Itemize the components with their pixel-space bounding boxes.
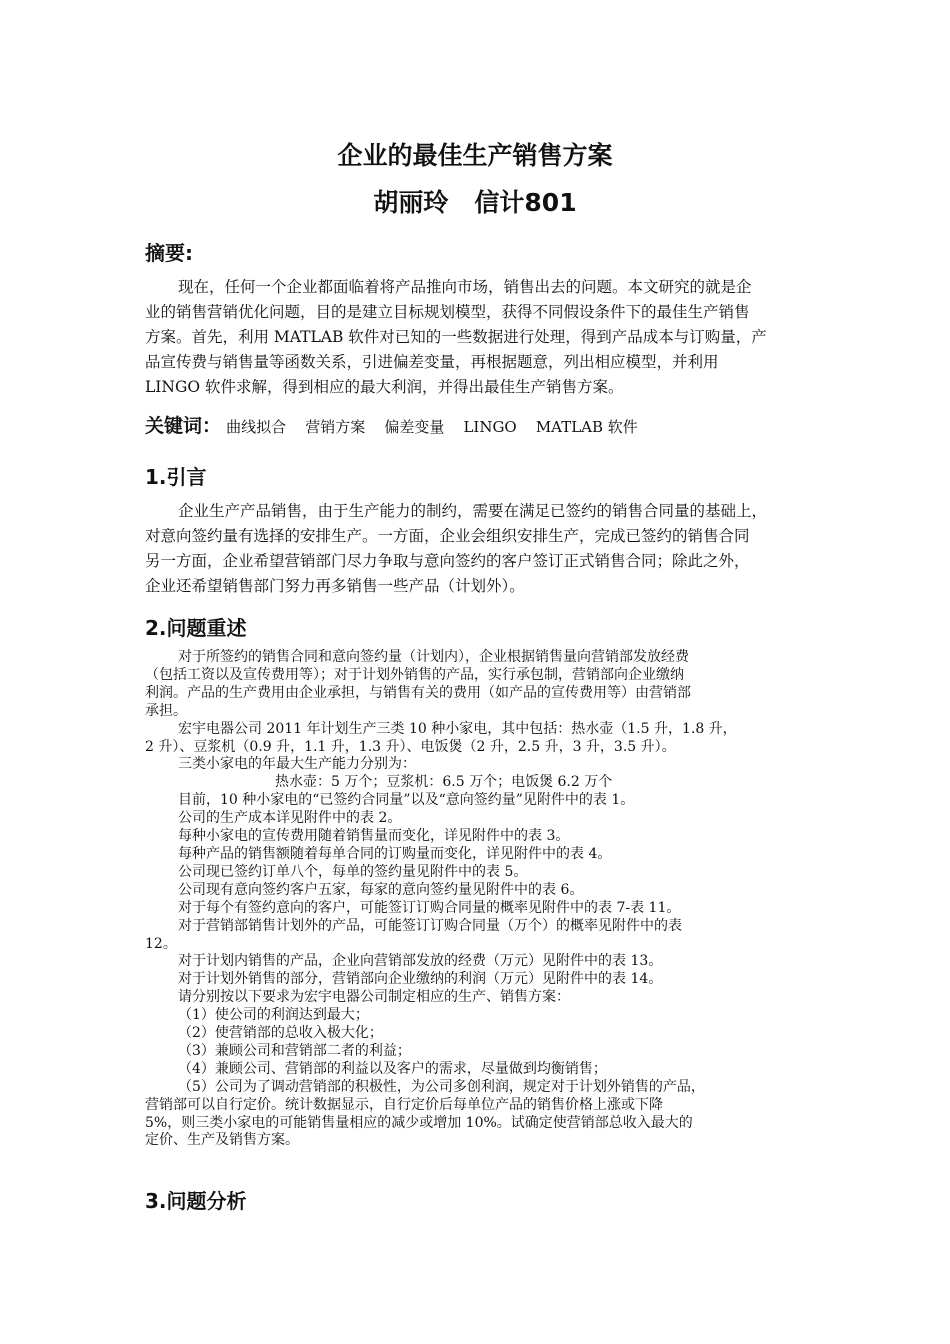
section2-line: 利润。产品的生产费用由企业承担，与销售有关的费用（如产品的宣传费用等）由营销部: [145, 684, 691, 701]
keyword-item: 偏差变量: [384, 418, 445, 436]
section2-line: 宏宇电器公司 2011 年计划生产三类 10 种小家电，其中包括：热水壶（1.5 升，1.8 升，: [178, 720, 737, 737]
section2-body: [145, 649, 815, 1150]
author-name: 胡丽玲: [373, 188, 449, 217]
keywords: [145, 411, 652, 438]
section2-line: 对于计划外销售的部分，营销部向企业缴纳的利润（万元）见附件中的表 14。: [178, 971, 663, 988]
section2-line: 目前，10 种小家电的“已签约合同量”以及“意向签约量”见附件中的表 1。: [178, 792, 635, 809]
abstract-line: 品宣传费与销售量等函数关系，引进偏差变量，再根据题意，列出相应模型，并利用: [145, 353, 719, 371]
section1-line: 对意向签约量有选择的安排生产。一方面，企业会组织安排生产，完成已签约的销售合同: [145, 527, 750, 545]
keywords-label: 关键词：: [145, 415, 222, 437]
section3-heading: 3.问题分析: [145, 1189, 247, 1213]
keyword-item: MATLAB 软件: [535, 418, 638, 436]
keyword-item: 营销方案: [305, 418, 366, 436]
document-title: 企业的最佳生产销售方案: [337, 141, 613, 170]
author-line: [0, 183, 950, 219]
section2-line: 三类小家电的年最大生产能力分别为：: [178, 756, 416, 773]
section2-line: （包括工资以及宣传费用等）；对于计划外销售的产品，实行承包制，营销部向企业缴纳: [145, 666, 684, 683]
section2-line: 热水壶：5 万个；豆浆机：6.5 万个；电饭煲 6.2 万个: [275, 774, 613, 791]
section2-line: 对于营销部销售计划外的产品，可能签订订购合同量（万个）的概率见附件中的表: [178, 917, 682, 934]
abstract-body: [145, 275, 807, 400]
section2-heading: 2.问题重述: [145, 616, 247, 640]
author-class: 信计801: [474, 188, 577, 217]
section1-heading: 1.引言: [145, 465, 207, 489]
section1-line: 另一方面，企业希望营销部门尽力争取与意向签约的客户签订正式销售合同；除此之外，: [145, 552, 750, 570]
section2-line: 定价、生产及销售方案。: [145, 1132, 299, 1149]
abstract-line: 现在，任何一个企业都面临着将产品推向市场，销售出去的问题。本文研究的就是企: [178, 278, 752, 296]
section2-line: 每种小家电的宣传费用随着销售量而变化，详见附件中的表 3。: [178, 828, 570, 845]
section2-line: （4）兼顾公司、营销部的利益以及客户的需求，尽量做到均衡销售；: [178, 1060, 607, 1077]
section1-line: 企业还希望销售部门努力再多销售一些产品（计划外）。: [145, 577, 525, 595]
section1-body: [145, 499, 807, 599]
section1-line: 企业生产产品销售，由于生产能力的制约，需要在满足已签约的销售合同量的基础上，: [178, 502, 768, 520]
section2-line: 请分别按以下要求为宏宇电器公司制定相应的生产、销售方案：: [178, 989, 570, 1006]
keyword-item: LINGO: [463, 418, 517, 436]
section2-line: 2 升）、豆浆机（0.9 升，1.1 升，1.3 升）、电饭煲（2 升，2.5 升，3 升，3.5 升）。: [145, 738, 676, 755]
section2-line: 对于所签约的销售合同和意向签约量（计划内），企业根据销售量向营销部发放经费: [178, 649, 689, 665]
section2-line: （2）使营销部的总收入极大化；: [178, 1025, 383, 1042]
section2-line: 对于每个有签约意向的客户，可能签订订购合同量的概率见附件中的表 7-表 11。: [178, 899, 681, 916]
section2-line: 12。: [145, 935, 177, 952]
abstract-line: 业的销售营销优化问题，目的是建立目标规划模型，获得不同假设条件下的最佳生产销售: [145, 303, 750, 321]
section2-line: （3）兼顾公司和营销部二者的利益；: [178, 1042, 411, 1059]
section2-line: （1）使公司的利润达到最大；: [178, 1007, 369, 1024]
section2-line: （5）公司为了调动营销部的积极性，为公司多创利润，规定对于计划外销售的产品，: [178, 1078, 705, 1095]
abstract-heading: 摘要:: [145, 241, 193, 265]
section2-line: 公司的生产成本详见附件中的表 2。: [178, 810, 402, 827]
abstract-line: LINGO 软件求解，得到相应的最大利润，并得出最佳生产销售方案。: [145, 378, 624, 396]
keyword-item: 曲线拟合: [226, 418, 287, 436]
section2-line: 公司现已签约订单八个，每单的签约量见附件中的表 5。: [178, 863, 528, 880]
section2-line: 每种产品的销售额随着每单合同的订购量而变化，详见附件中的表 4。: [178, 845, 612, 862]
section2-line: 5%，则三类小家电的可能销售量相应的减少或增加 10%。试确定使营销部总收入最大的: [145, 1114, 693, 1131]
section2-line: 公司现有意向签约客户五家，每家的意向签约量见附件中的表 6。: [178, 881, 584, 898]
section2-line: 承担。: [145, 702, 187, 719]
section2-line: 营销部可以自行定价。统计数据显示，自行定价后每单位产品的销售价格上涨或下降: [145, 1096, 663, 1113]
abstract-line: 方案。首先，利用 MATLAB 软件对已知的一些数据进行处理，得到产品成本与订购量，产: [145, 328, 767, 346]
section2-line: 对于计划内销售的产品，企业向营销部发放的经费（万元）见附件中的表 13。: [178, 953, 663, 970]
